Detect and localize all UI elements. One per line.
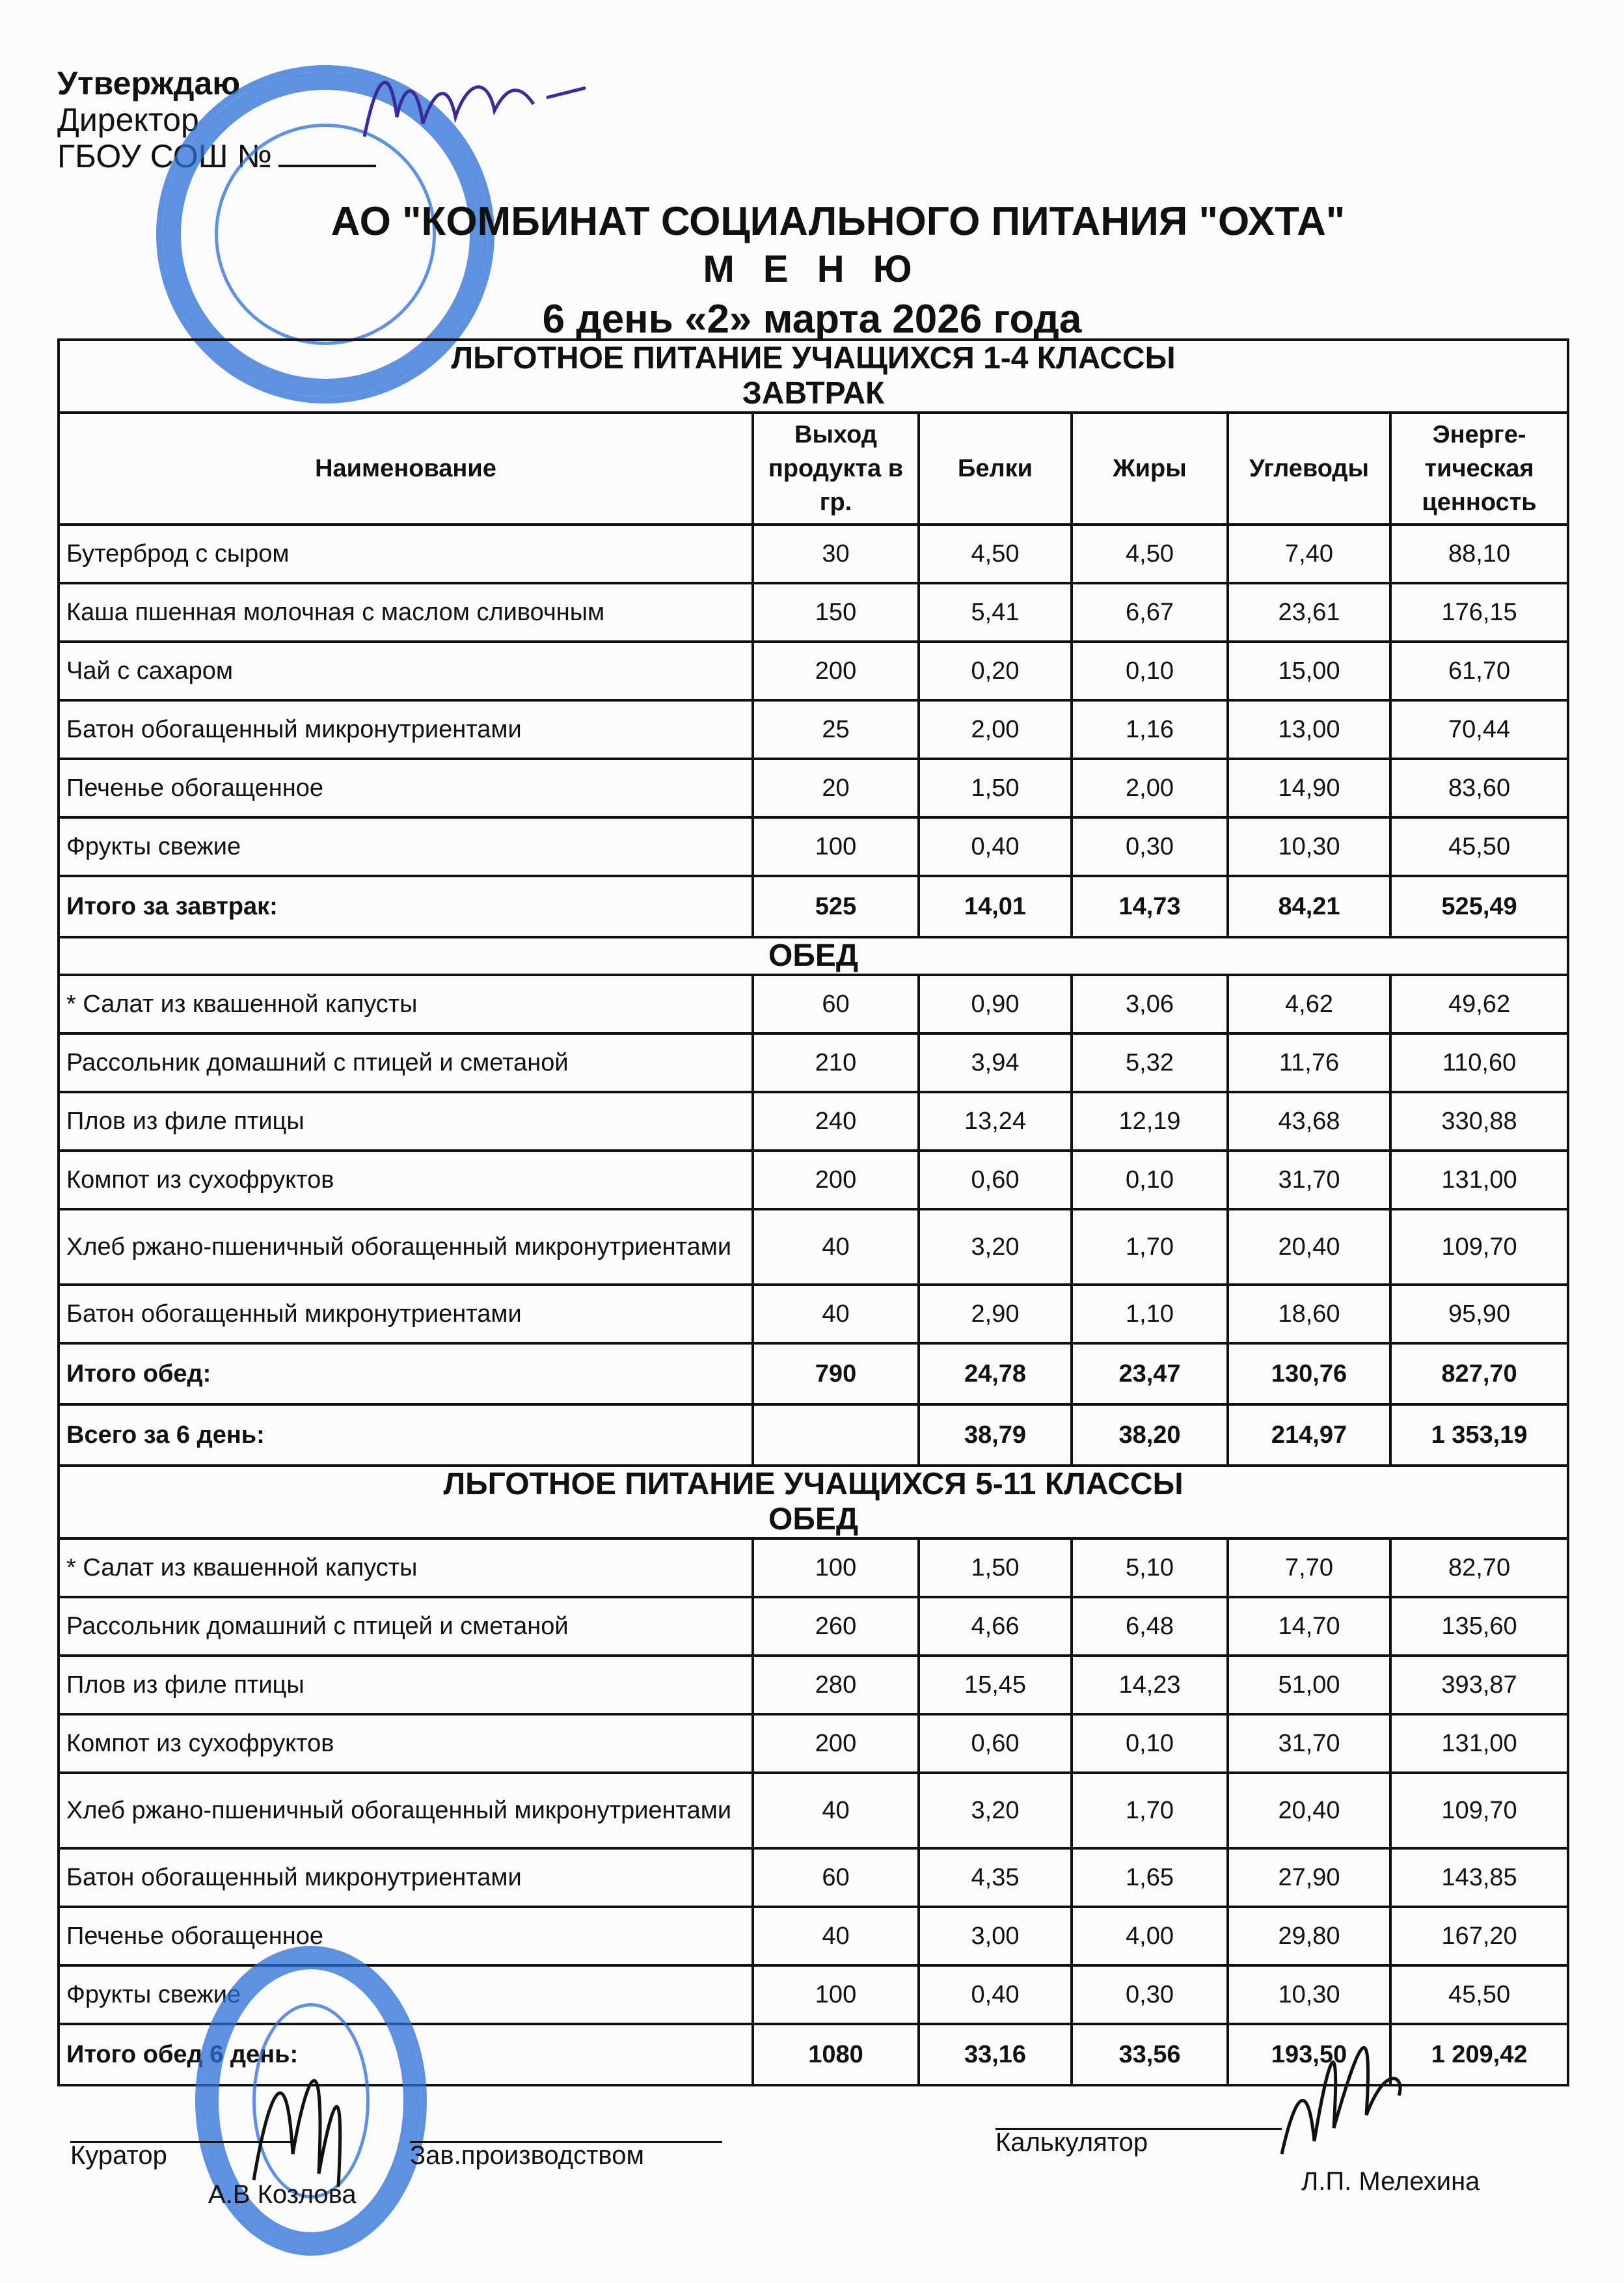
cell-yield: 200 [753,1714,919,1773]
cell-fat: 6,67 [1072,583,1228,642]
section1-lunch-heading [59,937,1568,975]
cell-fat: 4,50 [1072,525,1228,583]
cell-carbs: 214,97 [1228,1404,1390,1466]
cell-fat: 5,32 [1072,1033,1228,1092]
table-row [59,1285,1568,1343]
cell-yield: 60 [753,1848,919,1907]
day-total-row [59,1404,1568,1466]
cell-fat: 0,10 [1072,1151,1228,1209]
table-row [59,1714,1568,1773]
cell-protein: 33,16 [919,2024,1072,2085]
cell-carbs: 18,60 [1228,1285,1390,1343]
cell-fat: 1,70 [1072,1773,1228,1848]
cell-carbs: 43,68 [1228,1092,1390,1151]
cell-carbs: 31,70 [1228,1714,1390,1773]
section2-lunch-heading [59,1466,1568,1538]
cell-carbs: 13,00 [1228,700,1390,759]
cell-yield: 40 [753,1209,919,1285]
cell-energy: 45,50 [1390,817,1568,876]
section-title: ЛЬГОТНОЕ ПИТАНИЕ УЧАЩИХСЯ 5-11 КЛАССЫ [443,1467,1184,1501]
calculator-name: Л.П. Мелехина [1301,2167,1480,2196]
cell-fat: 0,10 [1072,1714,1228,1773]
curator-name: А.В Козлова [208,2180,357,2209]
table-row [59,1656,1568,1714]
cell-protein: 0,20 [919,642,1072,700]
cell-fat: 23,47 [1072,1343,1228,1404]
cell-yield: 100 [753,1965,919,2024]
col-carbs-header: Углеводы [1228,413,1390,525]
section1-breakfast-heading [59,340,1568,413]
cell-protein: 15,45 [919,1656,1072,1714]
production-label-text: Зав.производством [410,2141,644,2170]
table-row [59,1597,1568,1656]
dish-name: Плов из филе птицы [59,1092,753,1151]
cell-yield: 20 [753,759,919,817]
cell-yield: 100 [753,1538,919,1597]
cell-protein: 13,24 [919,1092,1072,1151]
dish-name: Чай с сахаром [59,642,753,700]
cell-protein: 4,66 [919,1597,1072,1656]
table-row [59,975,1568,1033]
cell-energy: 110,60 [1390,1033,1568,1092]
cell-yield: 200 [753,1151,919,1209]
cell-carbs: 51,00 [1228,1656,1390,1714]
cell-protein: 0,60 [919,1151,1072,1209]
menu-table [57,338,1569,2086]
cell-fat: 6,48 [1072,1597,1228,1656]
cell-energy: 109,70 [1390,1209,1568,1285]
dish-name: Батон обогащенный микронутриентами [59,1285,753,1343]
dish-name: Компот из сухофруктов [59,1714,753,1773]
cell-protein: 0,60 [919,1714,1072,1773]
dish-name: Хлеб ржано-пшеничный обогащенный микронутриентами [59,1209,753,1285]
cell-energy: 1 353,19 [1390,1404,1568,1466]
cell-energy: 109,70 [1390,1773,1568,1848]
approval-title: Утверждаю [57,65,241,102]
cell-energy: 167,20 [1390,1907,1568,1965]
cell-fat: 1,65 [1072,1848,1228,1907]
dish-name: Итого за завтрак: [59,876,753,937]
table-row [59,1092,1568,1151]
cell-carbs: 23,61 [1228,583,1390,642]
cell-protein: 3,94 [919,1033,1072,1092]
section1-breakfast-heading-cell [59,340,1568,413]
cell-protein: 3,20 [919,1773,1072,1848]
cell-energy: 393,87 [1390,1656,1568,1714]
cell-yield [753,1404,919,1466]
cell-fat: 5,10 [1072,1538,1228,1597]
cell-energy: 61,70 [1390,642,1568,700]
production-sign-line [410,2141,722,2143]
cell-protein: 38,79 [919,1404,1072,1466]
cell-protein: 1,50 [919,759,1072,817]
dish-name: Итого обед 6 день: [59,2024,753,2085]
cell-yield: 40 [753,1773,919,1848]
cell-fat: 14,73 [1072,876,1228,937]
cell-protein: 0,40 [919,817,1072,876]
cell-protein: 24,78 [919,1343,1072,1404]
cell-energy: 49,62 [1390,975,1568,1033]
col-protein-header: Белки [919,413,1072,525]
dish-name: Фрукты свежие [59,1965,753,2024]
cell-energy: 827,70 [1390,1343,1568,1404]
cell-yield: 525 [753,876,919,937]
cell-protein: 2,00 [919,700,1072,759]
col-fat-header: Жиры [1072,413,1228,525]
cell-protein: 0,90 [919,975,1072,1033]
meal-title: ОБЕД [768,1502,859,1537]
cell-fat: 1,10 [1072,1285,1228,1343]
table-row [59,759,1568,817]
dish-name: * Салат из квашенной капусты [59,975,753,1033]
cell-yield: 260 [753,1597,919,1656]
dish-name: Хлеб ржано-пшеничный обогащенный микронутриентами [59,1773,753,1848]
cell-energy: 70,44 [1390,700,1568,759]
table-row [59,1209,1568,1285]
cell-yield: 40 [753,1907,919,1965]
cell-fat: 14,23 [1072,1656,1228,1714]
table-row [59,642,1568,700]
table-row [59,1848,1568,1907]
table-row [59,817,1568,876]
cell-yield: 40 [753,1285,919,1343]
cell-carbs: 10,30 [1228,1965,1390,2024]
col-yield-header: Выход продукта в гр. [753,413,919,525]
cell-fat: 0,30 [1072,817,1228,876]
cell-protein: 2,90 [919,1285,1072,1343]
cell-energy: 330,88 [1390,1092,1568,1151]
dish-name: Плов из филе птицы [59,1656,753,1714]
dish-name: Фрукты свежие [59,817,753,876]
cell-fat: 38,20 [1072,1404,1228,1466]
meal-title: ЗАВТРАК [742,376,885,411]
cell-carbs: 29,80 [1228,1907,1390,1965]
cell-energy: 143,85 [1390,1848,1568,1907]
cell-carbs: 14,70 [1228,1597,1390,1656]
cell-carbs: 7,70 [1228,1538,1390,1597]
cell-carbs: 20,40 [1228,1209,1390,1285]
menu-title: М Е Н Ю [703,248,921,290]
cell-carbs: 4,62 [1228,975,1390,1033]
dish-name: Печенье обогащенное [59,759,753,817]
cell-energy: 83,60 [1390,759,1568,817]
cell-carbs: 130,76 [1228,1343,1390,1404]
cell-protein: 1,50 [919,1538,1072,1597]
cell-energy: 82,70 [1390,1538,1568,1597]
dish-name: Компот из сухофруктов [59,1151,753,1209]
cell-yield: 790 [753,1343,919,1404]
cell-carbs: 11,76 [1228,1033,1390,1092]
dish-name: Рассольник домашний с птицей и сметаной [59,1033,753,1092]
calculator-signature-icon [1269,1998,1425,2167]
section1-lunch-heading-text: ОБЕД [59,937,1568,975]
cell-energy: 135,60 [1390,1597,1568,1656]
organization-name: АО "КОМБИНАТ СОЦИАЛЬНОГО ПИТАНИЯ "ОХТА" [331,199,1346,244]
approval-school-label: ГБОУ СОШ № [57,138,273,174]
cell-yield: 240 [753,1092,919,1151]
cell-carbs: 84,21 [1228,876,1390,937]
col-energy-header: Энерге-тическая ценность [1390,413,1568,525]
cell-fat: 1,70 [1072,1209,1228,1285]
cell-protein: 4,50 [919,525,1072,583]
breakfast-total-row [59,876,1568,937]
cell-energy: 176,15 [1390,583,1568,642]
curator-signature-icon [247,2024,351,2193]
cell-fat: 3,06 [1072,975,1228,1033]
section2-lunch-heading-cell [59,1466,1568,1538]
cell-protein: 3,20 [919,1209,1072,1285]
cell-protein: 3,00 [919,1907,1072,1965]
lunch-total-row [59,1343,1568,1404]
dish-name: Каша пшенная молочная с маслом сливочным [59,583,753,642]
cell-yield: 30 [753,525,919,583]
cell-carbs: 31,70 [1228,1151,1390,1209]
cell-energy: 525,49 [1390,876,1568,937]
cell-fat: 12,19 [1072,1092,1228,1151]
dish-name: Итого обед: [59,1343,753,1404]
dish-name: * Салат из квашенной капусты [59,1538,753,1597]
cell-carbs: 7,40 [1228,525,1390,583]
table-row [59,583,1568,642]
cell-fat: 33,56 [1072,2024,1228,2085]
cell-carbs: 14,90 [1228,759,1390,817]
menu-date: 6 день «2» марта 2026 года [542,297,1082,342]
cell-yield: 25 [753,700,919,759]
cell-yield: 60 [753,975,919,1033]
cell-protein: 0,40 [919,1965,1072,2024]
dish-name: Всего за 6 день: [59,1404,753,1466]
dish-name: Батон обогащенный микронутриентами [59,700,753,759]
table-row [59,700,1568,759]
cell-yield: 200 [753,642,919,700]
calculator-label-text: Калькулятор [995,2128,1148,2157]
cell-energy: 88,10 [1390,525,1568,583]
approval-position: Директор [57,102,199,138]
cell-protein: 4,35 [919,1848,1072,1907]
cell-energy: 131,00 [1390,1151,1568,1209]
cell-carbs: 27,90 [1228,1848,1390,1907]
cell-carbs: 20,40 [1228,1773,1390,1848]
table-row [59,1151,1568,1209]
cell-protein: 14,01 [919,876,1072,937]
cell-yield: 150 [753,583,919,642]
cell-energy: 131,00 [1390,1714,1568,1773]
director-signature-icon [351,59,651,150]
curator-label-text: Куратор [70,2141,167,2170]
cell-fat: 0,30 [1072,1965,1228,2024]
curator-sign-line [70,2141,291,2143]
table-row [59,1773,1568,1848]
col-name-header: Наименование [59,413,753,525]
cell-carbs: 10,30 [1228,817,1390,876]
dish-name: Печенье обогащенное [59,1907,753,1965]
cell-energy: 1 209,42 [1390,2024,1568,2085]
table-row [59,525,1568,583]
table-row [59,1033,1568,1092]
table-row [59,1538,1568,1597]
cell-fat: 4,00 [1072,1907,1228,1965]
cell-yield: 210 [753,1033,919,1092]
cell-yield: 100 [753,817,919,876]
dish-name: Бутерброд с сыром [59,525,753,583]
cell-energy: 45,50 [1390,1965,1568,2024]
cell-yield: 1080 [753,2024,919,2085]
cell-carbs: 15,00 [1228,642,1390,700]
cell-yield: 280 [753,1656,919,1714]
dish-name: Рассольник домашний с птицей и сметаной [59,1597,753,1656]
cell-protein: 5,41 [919,583,1072,642]
cell-fat: 1,16 [1072,700,1228,759]
column-header-row [59,413,1568,525]
section-title: ЛЬГОТНОЕ ПИТАНИЕ УЧАЩИХСЯ 1-4 КЛАССЫ [451,341,1176,376]
cell-carbs: 193,50 [1228,2024,1390,2085]
cell-fat: 2,00 [1072,759,1228,817]
dish-name: Батон обогащенный микронутриентами [59,1848,753,1907]
calculator-sign-line [995,2128,1282,2130]
cell-energy: 95,90 [1390,1285,1568,1343]
cell-fat: 0,10 [1072,642,1228,700]
